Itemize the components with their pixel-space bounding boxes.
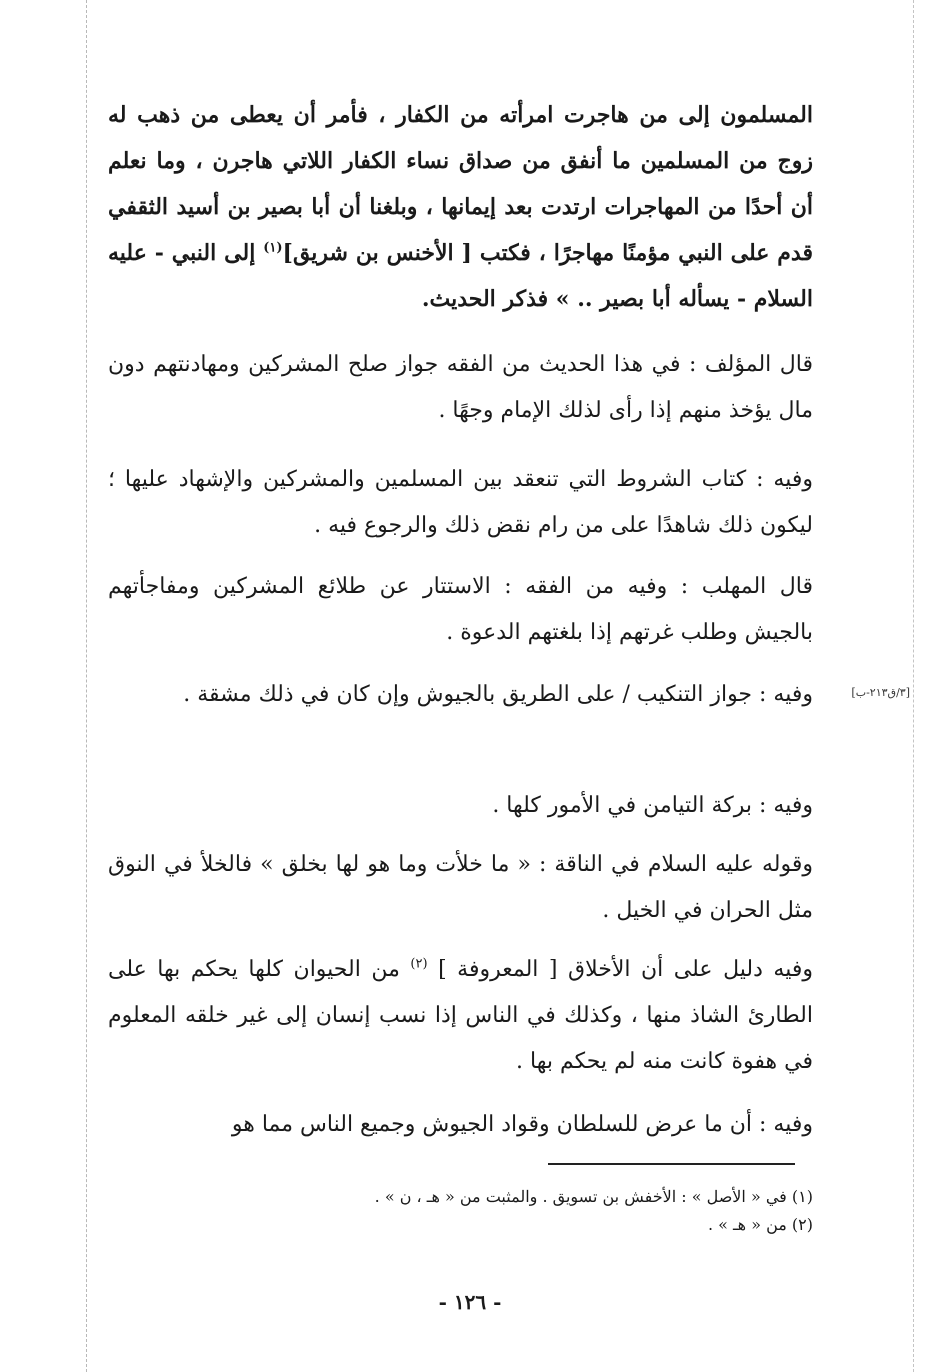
paragraph-text: المسلمون إلى من هاجرت امرأته من الكفار ، فأمر أن يعطى من ذهب له زوج من المسلمين ما أنفق من صداق نساء الكفار اللاتي هاجرن ، وما نعلم أن أحدًا من المهاجرات ارتدت بعد إيمانها ، وبلغنا أن أبا بصير بن أسيد الثقفي قدم على النبي مؤمنًا مهاجرًا ، فكتب [ الأخنس بن شريق]	[108, 102, 813, 266]
paragraph-continued-hadith	[108, 92, 813, 322]
paragraph-text: وفيه دليل على أن الأخلاق [ المعروفة ]	[427, 957, 813, 982]
footnote-separator	[548, 1163, 795, 1165]
manuscript-folio-note: [٣/ق٢١٣-ب]	[851, 686, 910, 699]
page-number: - ١٢٦ -	[438, 1290, 502, 1314]
paragraph-text-tail: إلى النبي - عليه السلام - يسأله أبا بصير .. » فذكر الحديث.	[108, 240, 813, 312]
paragraph-author-note: قال المؤلف : في هذا الحديث من الفقه جواز صلح المشركين ومهادنتهم دون مال يؤخذ منهم إذا رأى لذلك الإمام وجهًا .	[108, 352, 813, 423]
footnote-ref-1: (١)	[263, 240, 283, 256]
paragraph-text-tail: من الحيوان كلها يحكم بها على الطارئ الشاذ منها ، وكذلك في الناس إذا نسب إنسان إلى غير خلقه المعلوم في هفوة كانت منه لم يحكم بها .	[108, 957, 813, 1074]
paragraph-right-side-blessing: وفيه : بركة التيامن في الأمور كلها .	[492, 793, 813, 818]
paragraph-conditions: وفيه : كتاب الشروط التي تنعقد بين المسلمين والمشركين والإشهاد عليها ؛ ليكون ذلك شاهدًا على من رام نقض ذلك والرجوع فيه .	[108, 467, 813, 538]
paragraph-character-evidence	[108, 947, 813, 1085]
paragraph-muhallab: قال المهلب : وفيه من الفقه : الاستتار عن طلائع المشركين ومفاجأتهم بالجيش وطلب غرتهم إذا بلغتهم الدعوة .	[108, 574, 813, 645]
footnote-ref-2: (٢)	[410, 956, 428, 972]
paragraph-continuing: وفيه : أن ما عرض للسلطان وقواد الجيوش وجميع الناس مما هو	[231, 1112, 813, 1137]
left-margin-line	[86, 0, 87, 1372]
footnote-1: (١) في « الأصل » : الأخفش بن تسويق . والمثبت من « هـ ، ن » .	[374, 1187, 813, 1206]
right-margin-line	[913, 0, 914, 1372]
footnote-2: (٢) من « هـ » .	[707, 1215, 813, 1234]
paragraph-detour: وفيه : جواز التنكيب / على الطريق بالجيوش وإن كان في ذلك مشقة .	[183, 682, 813, 707]
paragraph-she-camel: وقوله عليه السلام في الناقة : « ما خلأت وما هو لها بخلق » فالخلأ في النوق مثل الحران في الخيل .	[108, 852, 813, 923]
